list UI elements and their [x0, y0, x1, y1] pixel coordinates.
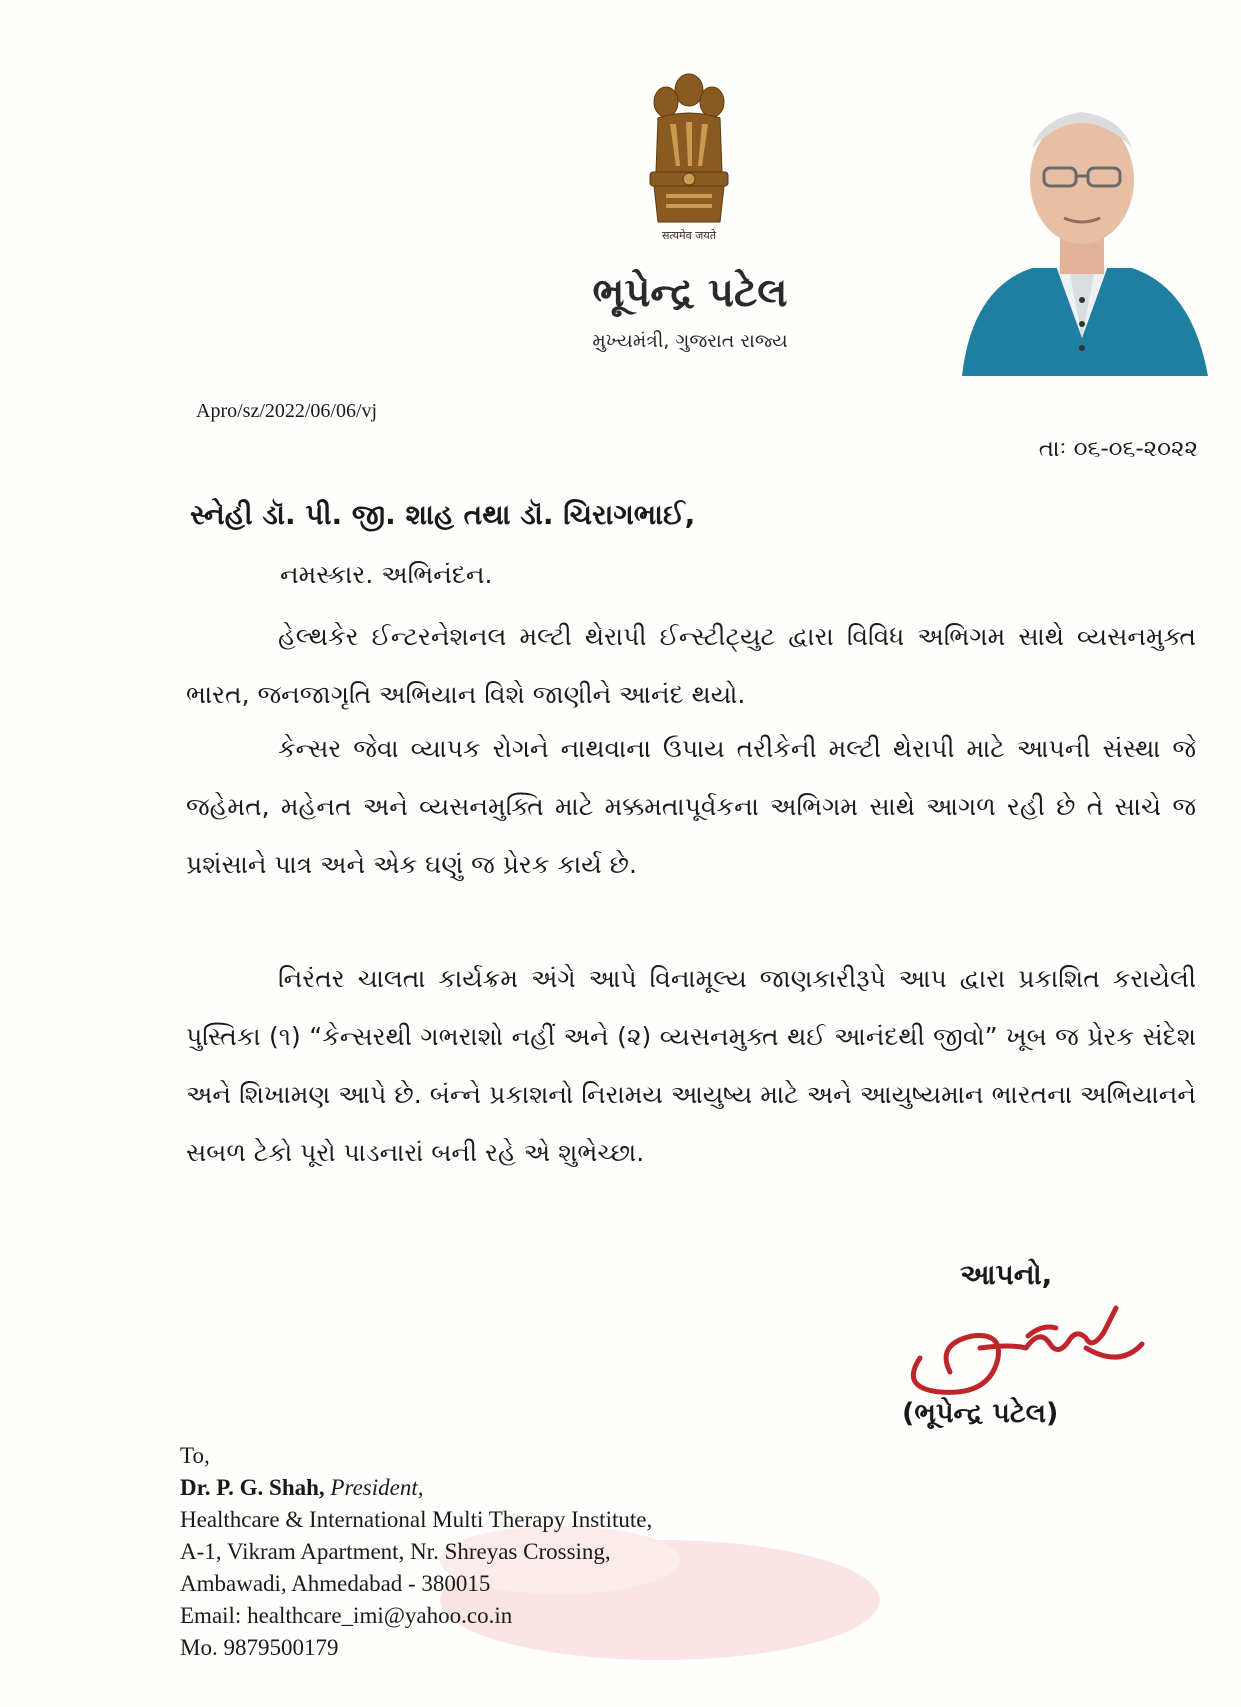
address-to: To,: [180, 1443, 210, 1468]
recipient-address-block: [180, 1440, 652, 1664]
recipient-name: Dr. P. G. Shah: [180, 1475, 319, 1500]
sender-designation: મુખ્યમંત્રી, ગુજરાત રાજ્ય: [592, 330, 788, 352]
closing-phrase: આપનો,: [960, 1258, 1053, 1291]
address-mobile: Mo. 9879500179: [180, 1635, 339, 1660]
body-paragraph-3: નિરંતર ચાલતા કાર્યક્રમ અંગે આપે વિનામૂલ્ય જાણકારીરૂપે આપ દ્વારા પ્રકાશિત કરાયેલી પુસ્તિકા (૧) “કેન્સરથી ગભરાશો નહીં અને (૨) વ્યસનમુક્ત થઈ આનંદથી જીવો” ખૂબ જ પ્રેરક સંદેશ અને શિખામણ આપે છે. બંન્ને પ્રકાશનો નિરામય આયુષ્ય માટે અને આયુષ્યમાન ભારતના અભિયાનને સબળ ટેકો પૂરો પાડનારાં બની રહે એ શુભેચ્છા.: [186, 964, 1196, 1167]
salutation: સ્નેહી ડૉ. પી. જી. શાહ તથા ડૉ. ચિરાગભાઈ,: [190, 498, 696, 531]
address-line-1: Healthcare & International Multi Therapy Institute,: [180, 1507, 653, 1532]
body-paragraph-1: હેલ્થકેર ઈન્ટરનેશનલ મલ્ટી થેરાપી ઈન્સ્ટીટ્યુટ દ્વારા વિવિધ અભિગમ સાથે વ્યસનમુક્ત ભારત, જનજાગૃતિ અભિયાન વિશે જાણીને આનંદ થયો.: [186, 622, 1196, 709]
address-recipient: Dr. P. G. Shah, President,: [180, 1475, 424, 1500]
signed-name: (ભૂપેન્દ્ર પટેલ): [902, 1398, 1059, 1429]
recipient-title: President: [330, 1475, 418, 1500]
address-line-2: A-1, Vikram Apartment, Nr. Shreyas Crossing,: [180, 1539, 611, 1564]
portrait-photo-icon: [952, 88, 1212, 376]
handwritten-signature-icon: [880, 1288, 1160, 1408]
greeting: નમસ્કાર. અભિનંદન.: [280, 560, 493, 589]
letter-date: તાઃ ૦૬-૦૬-૨૦૨૨: [1038, 436, 1198, 462]
ashoka-emblem-icon: [640, 62, 738, 230]
address-email: Email: healthcare_imi@yahoo.co.in: [180, 1603, 513, 1628]
address-line-3: Ambawadi, Ahmedabad - 380015: [180, 1571, 491, 1596]
reference-number: Apro/sz/2022/06/06/vj: [196, 400, 378, 422]
sender-name: ભૂપેન્દ્ર પટેલ: [592, 270, 788, 316]
body-paragraph-2: કેન્સર જેવા વ્યાપક રોગને નાથવાના ઉપાય તરીકેની મલ્ટી થેરાપી માટે આપની સંસ્થા જે જહેમત, મહેનત અને વ્યસનમુક્તિ માટે મક્કમતાપૂર્વકના અભિગમ સાથે આગળ રહી છે તે સાચે જ પ્રશંસાને પાત્ર અને એક ઘણું જ પ્રેરક કાર્ય છે.: [186, 734, 1196, 879]
emblem-motto: सत्यमेव जयते: [661, 229, 716, 242]
